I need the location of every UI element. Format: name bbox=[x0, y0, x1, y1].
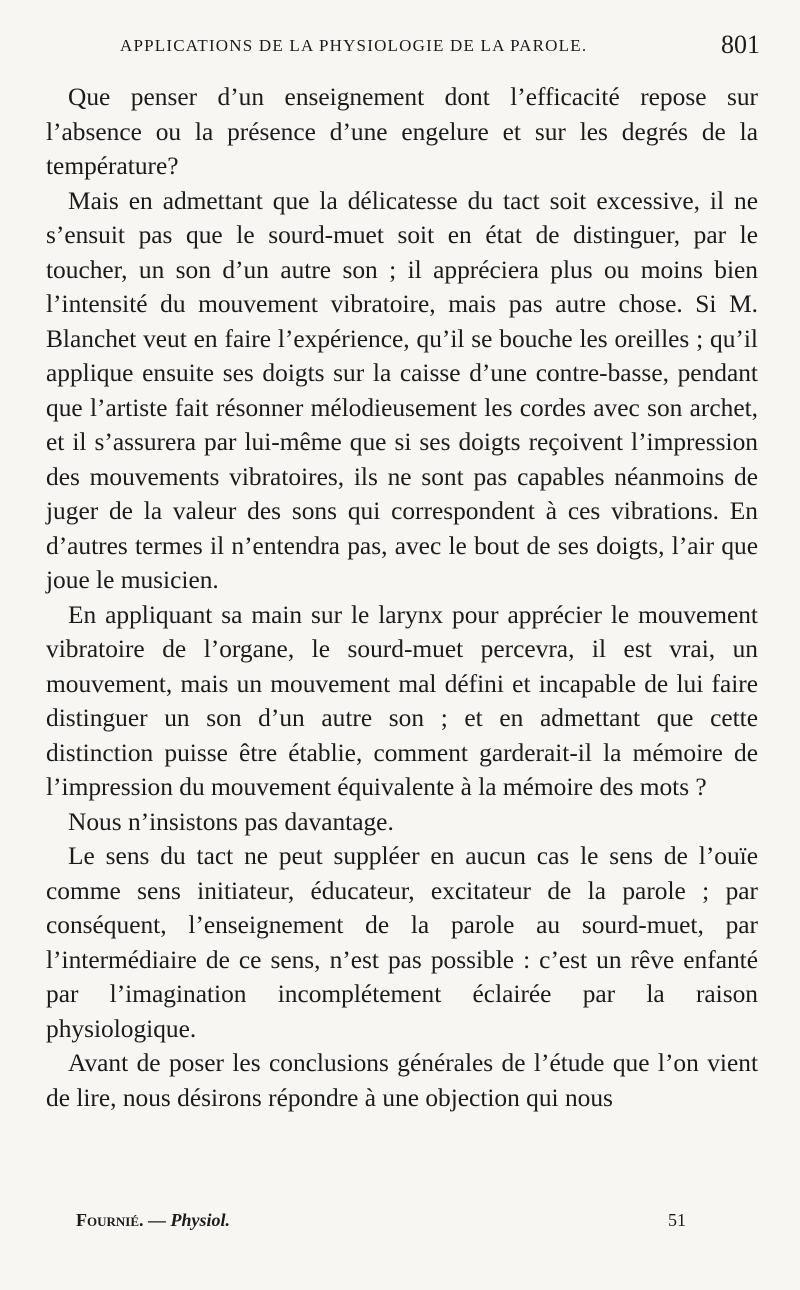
page-number: 801 bbox=[721, 30, 760, 59]
paragraph: Le sens du tact ne peut suppléer en aucun cas le sens de l’ouïe comme sens initiateur, éducateur, excitateur de la parole ; par conséquent, l’enseignement de la parole au sourd-muet, par l’intermédiaire de ce sens, n’est pas possible : c’est un rêve enfanté par l’imagination incomplétement éclairée par la raison physiologique. bbox=[46, 842, 758, 1043]
paragraph: Nous n’insistons pas davantage. bbox=[68, 807, 394, 836]
page-header bbox=[120, 30, 760, 70]
footer-author-name: Fournié. — bbox=[76, 1210, 167, 1230]
footer-short-title: Physiol. bbox=[170, 1210, 231, 1230]
body-text bbox=[46, 80, 758, 1115]
signature-mark: 51 bbox=[668, 1210, 686, 1230]
paragraph: Mais en admettant que la délicatesse du tact soit excessive, il ne s’ensuit pas que le sourd-muet soit en état de distinguer, par le toucher, un son d’un autre son ; il appréciera plus ou moins bien l’intensité du mouvement vibratoire, mais pas autre chose. Si M. Blanchet veut en faire l’expérience, qu’il se bouche les oreilles ; qu’il applique ensuite ses doigts sur la caisse d’une contre-basse, pendant que l’artiste fait résonner mélodieusement les cordes avec son archet, et il s’assurera par lui-même que si ses doigts reçoivent l’impression des mouvements vibratoires, ils ne sont pas capables néanmoins de juger de la valeur des sons qui correspondent à ces vibrations. En d’autres termes il n’entendra pas, avec le bout de ses doigts, l’air que joue le musicien. bbox=[46, 186, 758, 594]
paragraph: En appliquant sa main sur le larynx pour apprécier le mouvement vibratoire de l’organe, le sourd-muet percevra, il est vrai, un mouvement, mais un mouvement mal défini et incapable de lui faire distinguer un son d’un autre son ; et en admettant que cette distinction puisse être établie, comment garderait-il la mémoire de l’impression du mouvement équivalente à la mémoire des mots ? bbox=[46, 600, 758, 801]
paragraph: Que penser d’un enseignement dont l’efficacité repose sur l’absence ou la présence d’une engelure et sur les degrés de la température? bbox=[46, 83, 758, 180]
page-footer bbox=[46, 1210, 686, 1240]
running-title: APPLICATIONS DE LA PHYSIOLOGIE DE LA PAROLE. bbox=[120, 36, 588, 55]
footer-author bbox=[76, 1210, 230, 1231]
paragraph: Avant de poser les conclusions générales de l’étude que l’on vient de lire, nous désirons répondre à une objection qui nous bbox=[46, 1049, 758, 1112]
